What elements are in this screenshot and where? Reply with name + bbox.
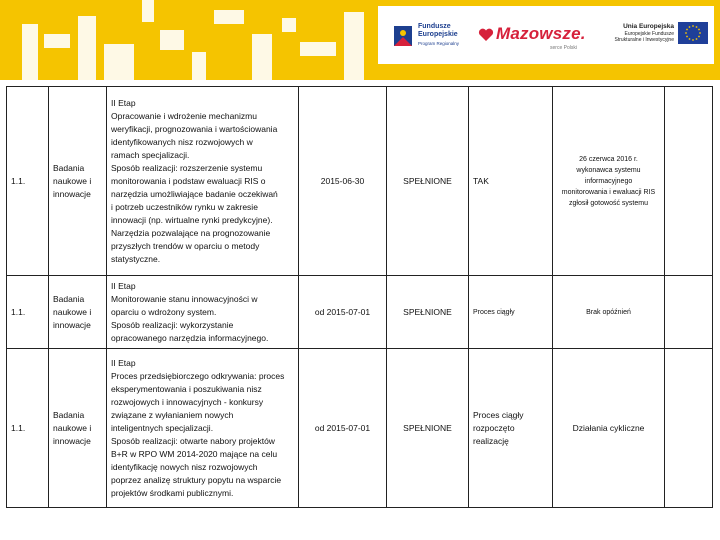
- area-cell: Badania naukowe i innowacje: [49, 276, 107, 349]
- eu-logo: [602, 22, 712, 56]
- extra-cell: [665, 87, 713, 276]
- decorative-shape: [78, 16, 96, 80]
- deadline-cell: od 2015-07-01: [299, 349, 387, 508]
- extra-cell: [665, 276, 713, 349]
- logo-strip: [378, 6, 714, 64]
- decorative-shape: [252, 34, 272, 80]
- row-number: 1.1.: [7, 349, 49, 508]
- row-number: 1.1.: [7, 87, 49, 276]
- funds-logo: [392, 20, 472, 54]
- decorative-shape: [22, 24, 38, 80]
- table-row: [7, 276, 713, 349]
- area-cell: Badania naukowe i innowacje: [49, 349, 107, 508]
- extra-cell: [665, 349, 713, 508]
- description-cell: II Etap Opracowanie i wdrożenie mechanizmu weryfikacji, prognozowania i wartościowania identyfikowanych nisz rozwojowych w ramach specjalizacji. Sposób realizacji: rozszerzenie systemu monitorowania i podstaw ewaluacji RIS o narzędzia umożliwiające badanie oczekiwań i potrzeb uczestników rynku w zakresie innowacji (np. wirtualne rynki predykcyjne). Narzędzia pozwalające na prognozowanie przyszłych trendów w oparciu o metody statystyczne.: [107, 87, 299, 276]
- decorative-shape: [344, 12, 364, 80]
- decorative-shape: [44, 34, 70, 48]
- deadline-cell: od 2015-07-01: [299, 276, 387, 349]
- description-cell: II Etap Proces przedsiębiorczego odkrywania: proces eksperymentowania i poszukiwania nisz rozwojowych i innowacyjnych - konkursy związane z wyłanianiem nowych inteligentnych specjalizacji. Sposób realizacji: otwarte nabory projektów B+R w RPO WM 2014-2020 mające na celu identyfikację nowych nisz rozwojowych poprzez analizę struktury popytu na wsparcie projektów środkami publicznymi.: [107, 349, 299, 508]
- area-cell: Badania naukowe i innowacje: [49, 87, 107, 276]
- decorative-shape: [142, 0, 154, 22]
- deadline-cell: 2015-06-30: [299, 87, 387, 276]
- region-logo: [478, 22, 590, 56]
- comment-cell: Brak opóźnień: [553, 276, 665, 349]
- funds-subtitle: Program Regionalny: [418, 41, 460, 46]
- header-banner: [0, 0, 720, 80]
- comment-cell: Działania cykliczne: [553, 349, 665, 508]
- eu-text: Unia Europejska Europejskie Fundusze Strukturalne i Inwestycyjne: [614, 23, 674, 43]
- comment-cell: 26 czerwca 2016 r. wykonawca systemu informacyjnego monitorowania i ewaluacji RIS zgłosił gotowość systemu: [553, 87, 665, 276]
- decorative-shape: [282, 18, 296, 32]
- status-cell: SPEŁNIONE: [387, 276, 469, 349]
- completion-cell: TAK: [469, 87, 553, 276]
- decorative-shape: [104, 44, 134, 80]
- table-row: [7, 87, 713, 276]
- description-cell: II Etap Monitorowanie stanu innowacyjności w oparciu o wdrożony system. Sposób realizacji: wykorzystanie opracowanego narzędzia informacyjnego.: [107, 276, 299, 349]
- decorative-shape: [214, 10, 244, 24]
- status-table: [6, 86, 713, 508]
- completion-cell: Proces ciągły: [469, 276, 553, 349]
- heart-icon: [478, 28, 494, 42]
- row-number: 1.1.: [7, 276, 49, 349]
- eu-flag-icon: [678, 22, 708, 44]
- funds-flag-icon: [392, 22, 414, 50]
- decorative-shape: [300, 42, 336, 56]
- decorative-shape: [192, 52, 206, 80]
- status-cell: SPEŁNIONE: [387, 87, 469, 276]
- funds-title: Fundusze Europejskie: [418, 23, 458, 38]
- region-tagline: serce Polski: [550, 45, 577, 51]
- decorative-shape: [160, 30, 184, 50]
- table-row: [7, 349, 713, 508]
- completion-cell: Proces ciągły rozpoczęto realizację: [469, 349, 553, 508]
- region-wordmark: Mazowsze.: [496, 24, 586, 43]
- status-cell: SPEŁNIONE: [387, 349, 469, 508]
